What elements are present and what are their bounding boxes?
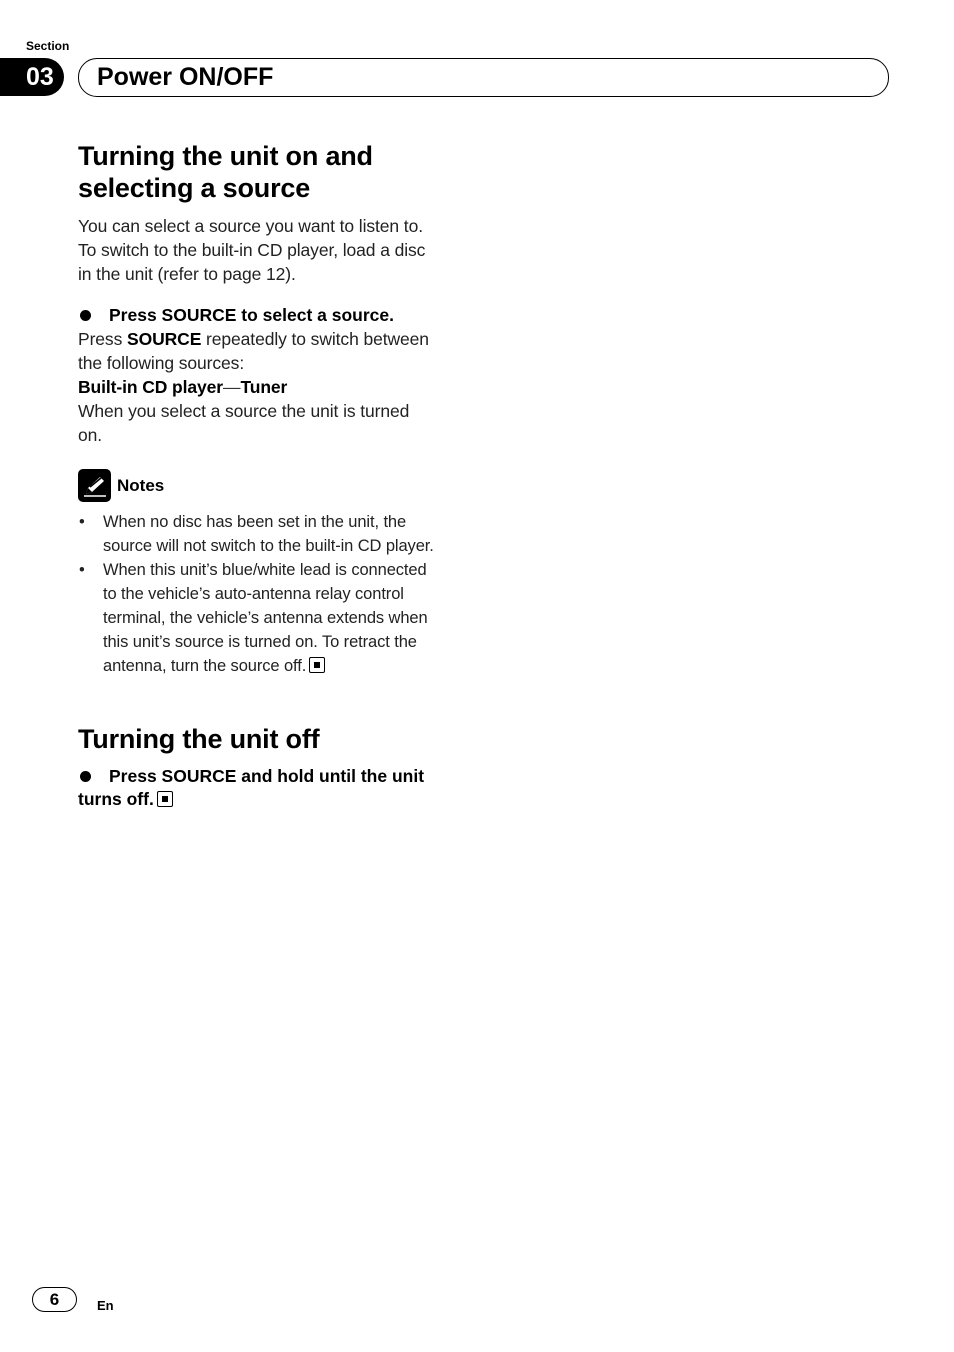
- source-sequence: [78, 375, 468, 399]
- list-item: [78, 558, 468, 678]
- text-line: When this unit’s blue/white lead is connected: [103, 561, 427, 579]
- text-line: the following sources:: [78, 353, 245, 373]
- section-title: Power ON/OFF: [97, 63, 274, 91]
- pencil-note-icon: [78, 469, 111, 502]
- source-key-label: SOURCE: [127, 329, 202, 349]
- text-run: repeatedly to switch between: [201, 329, 429, 349]
- source-tuner: Tuner: [240, 377, 288, 397]
- step-turn-off: [78, 765, 468, 811]
- step-bullet-icon: [80, 310, 91, 321]
- end-mark-icon: [157, 791, 173, 807]
- section-label: Section: [26, 39, 70, 53]
- text-line: to the vehicle’s auto-antenna relay control: [103, 585, 404, 603]
- notes-label: Notes: [117, 475, 165, 495]
- text-line: To switch to the built-in CD player, load a disc: [78, 240, 426, 260]
- intro-paragraph: [78, 214, 468, 286]
- text-line: terminal, the vehicle’s antenna extends when: [103, 609, 428, 627]
- source-separator: —: [223, 377, 241, 397]
- step-text: Press SOURCE to select a source.: [109, 305, 394, 325]
- step-text: Press SOURCE and hold until the unit: [109, 766, 425, 786]
- step-select-source: [78, 304, 468, 327]
- heading-line: selecting a source: [78, 173, 311, 203]
- text-line: this unit’s source is turned on. To retract the: [103, 633, 417, 651]
- language-code: En: [97, 1298, 114, 1313]
- text-line: You can select a source you want to listen to.: [78, 216, 423, 236]
- text-line: in the unit (refer to page 12).: [78, 264, 296, 284]
- text-line: antenna, turn the source off.: [103, 657, 307, 675]
- text-run: Press: [78, 329, 127, 349]
- step-text: turns off.: [78, 789, 154, 809]
- bullet-icon: •: [79, 561, 85, 579]
- heading-turning-off: Turning the unit off: [78, 724, 320, 754]
- text-line: When you select a source the unit is turned: [78, 401, 410, 421]
- text-line: When no disc has been set in the unit, the: [103, 513, 407, 531]
- notes-header: [78, 469, 468, 502]
- text-line: on.: [78, 425, 103, 445]
- notes-list: [78, 510, 468, 678]
- after-paragraph: [78, 399, 468, 447]
- main-content: [78, 140, 468, 811]
- bullet-icon: •: [79, 513, 85, 531]
- step-bullet-icon: [80, 771, 91, 782]
- heading-line: Turning the unit on and: [78, 141, 373, 171]
- heading-turning-on: [78, 140, 468, 204]
- end-mark-icon: [309, 657, 325, 673]
- page-number: 6: [32, 1287, 77, 1312]
- section-number-tab: 03: [0, 58, 64, 96]
- list-item: [78, 510, 468, 558]
- text-line: source will not switch to the built-in CD player.: [103, 537, 434, 555]
- source-cd-player: Built-in CD player: [78, 377, 224, 397]
- step-detail: [78, 327, 468, 375]
